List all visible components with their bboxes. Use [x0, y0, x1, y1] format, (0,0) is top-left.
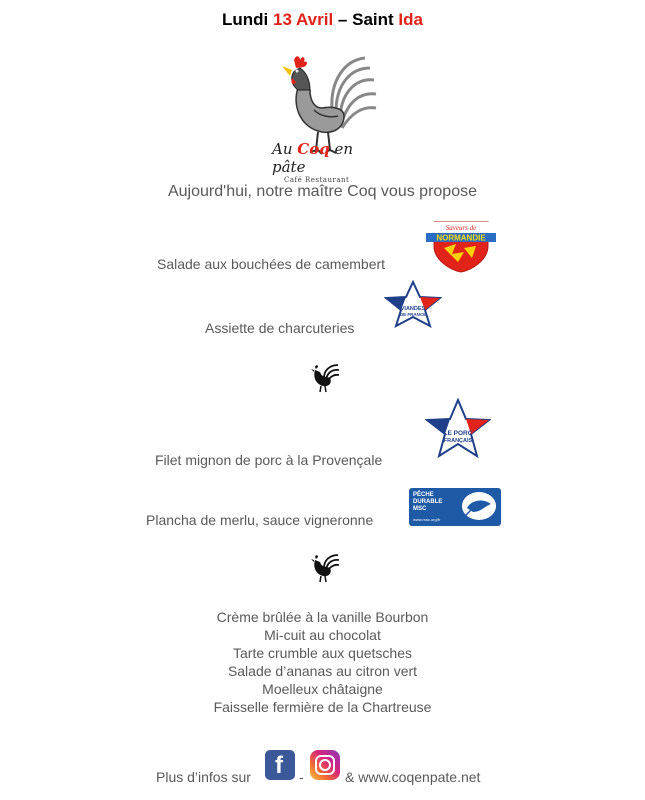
- saint-label: Ida: [398, 10, 423, 29]
- facebook-icon[interactable]: [265, 750, 295, 780]
- main-1-label: Filet mignon de porc à la Provençale: [155, 452, 383, 468]
- main-2-label: Plancha de merlu, sauce vigneronne: [146, 512, 374, 528]
- le-porc-francais-badge-icon: [425, 398, 491, 460]
- brand-wordmark: [272, 140, 382, 184]
- viandes-de-france-badge-icon: [384, 280, 442, 328]
- footer-website-link[interactable]: & www.coqenpate.net: [345, 769, 481, 785]
- list-item: Moelleux châtaigne: [262, 681, 383, 697]
- day-label: Lundi: [222, 10, 269, 29]
- badge-msc-text-2: DURABLE: [413, 499, 443, 505]
- list-item: Salade d’ananas au citron vert: [227, 663, 418, 679]
- badge-msc-text-4: www.msc.org/fr: [413, 517, 441, 522]
- starter-1-label: Salade aux bouchées de camembert: [157, 256, 386, 272]
- footer-dash: -: [299, 769, 304, 785]
- dessert-list: [0, 608, 645, 716]
- brand-name-part2: Coq: [297, 140, 330, 158]
- list-item: Faisselle fermière de la Chartreuse: [213, 699, 432, 715]
- badge-viandes-text-2: DE FRANCE: [399, 312, 427, 317]
- facebook-glyph: f: [275, 752, 283, 779]
- brand-subtitle: Café Restaurant: [284, 176, 350, 184]
- page-title: [0, 10, 645, 30]
- badge-viandes-text-1: VIANDES: [400, 306, 426, 312]
- brand-name-part3: en pâte: [272, 140, 354, 176]
- brand-name-part1: Au: [272, 140, 298, 158]
- badge-normandie-text-2: NORMANDIE: [436, 233, 486, 243]
- rooster-separator-icon: [310, 552, 340, 584]
- badge-normandie-text-1: Saveurs de: [445, 224, 477, 232]
- brand-name: [272, 140, 382, 176]
- starter-2-label: Assiette de charcuteries: [205, 320, 355, 336]
- footer-prefix: Plus d’infos sur: [156, 769, 251, 785]
- saveurs-de-normandie-badge-icon: [424, 218, 498, 274]
- list-item: Crème brûlée à la vanille Bourbon: [216, 609, 429, 625]
- rooster-separator-icon: [310, 362, 340, 394]
- badge-porc-text-1: LE PORC: [443, 430, 473, 437]
- instagram-icon[interactable]: [310, 750, 340, 780]
- badge-msc-text-1: PÊCHE: [413, 492, 434, 498]
- separator-label: – Saint: [337, 10, 394, 29]
- date-label: 13 Avril: [273, 10, 334, 29]
- intro-text: Aujourd'hui, notre maître Coq vous propose: [167, 183, 477, 200]
- badge-msc-text-3: MSC: [413, 506, 427, 512]
- badge-porc-text-2: FRANÇAIS: [443, 438, 473, 444]
- footer-text: [156, 769, 251, 785]
- msc-peche-durable-badge-icon: [409, 488, 501, 526]
- list-item: Mi-cuit au chocolat: [264, 627, 381, 643]
- list-item: Tarte crumble aux quetsches: [233, 645, 412, 661]
